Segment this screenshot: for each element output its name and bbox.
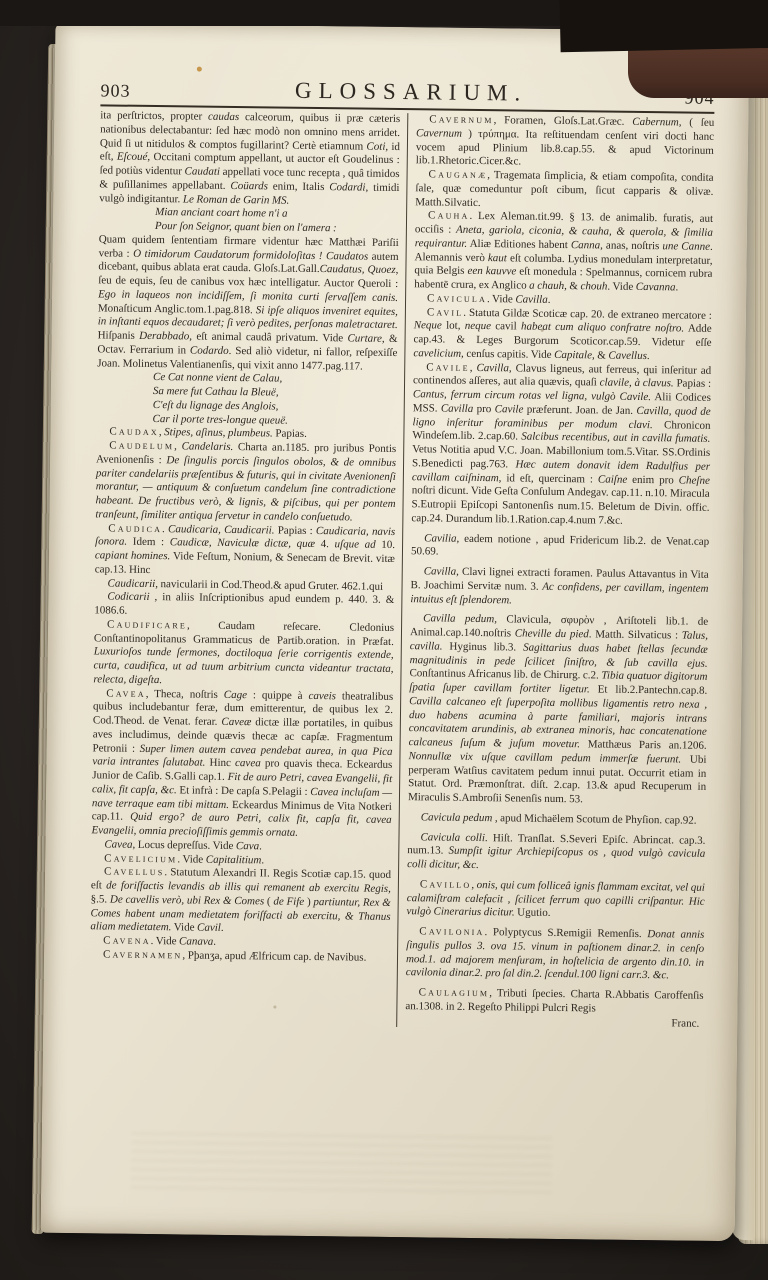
page-content (43, 23, 749, 1032)
text-run: Cavile (494, 402, 524, 416)
show-through-text (131, 1132, 552, 1197)
text-run: Vide (171, 921, 198, 934)
text-run: Caveæ (221, 715, 252, 729)
text-run: . Vide (150, 935, 180, 948)
paragraph (411, 532, 709, 563)
text-run: Cavilia (424, 531, 457, 545)
entry-headword: Caudax (109, 425, 159, 439)
text-run: . Sed aliò videtur, ni fallor, reſpexiſſe Joan. Molinetus Valentianenſis, qui vixit anno 1477.pag.117. (97, 344, 398, 373)
text-run: , id eſt, quercinam : (498, 471, 598, 485)
text-run: Caudati (184, 165, 221, 178)
text-run: Cabernum (632, 115, 679, 129)
text-run: Cavellus (608, 349, 647, 362)
text-run: Donat annis ſingulis pullos 3. ova 15. vinum in paſtionem dinar.2. in cenſo mod.1. ad majorem menſuram, in hoſtelicia de argento din.10. in cavilonia dinar.2. pro ſal din.2. ſcendul.100 ligni carr.3. &c. (405, 928, 705, 982)
glossary-entry (414, 209, 713, 295)
text-run: . (213, 935, 217, 948)
text-run: . (547, 293, 551, 306)
text-run: partiuntur, Rex & Comes habent unam medietatem foriſfacti ab exercitu, & Thanus aliam medietatem. (90, 895, 391, 934)
paragraph (99, 109, 400, 209)
text-run: Luxurioſos tunde ſermones, doctiloqua ſerie corrigentis extende, curta, caudifica, ut ad tuum arbitrium cuncta videantur tractata, relecta, digeſta. (93, 645, 394, 686)
glossary-entry (405, 986, 703, 1017)
text-run: eſt monedula : Spelmannus, cornicem rubra habentē crura, ex Anglico (414, 265, 713, 292)
entry-headword: Caudica (108, 521, 163, 535)
text-run: , Clavi lignei extracti foramen. Paulus Attavantus in Vita B. Joachimi Servitæ num. 3. (410, 565, 709, 593)
text-run: præferunt. Joan. de Jan. (523, 403, 637, 417)
text-run: Cavicula pedum (420, 811, 493, 824)
text-run: noſtri dicunt. Vide Geſta Conſulum Andegav. cap.11. n.10. Miracula S.Eutropii Epiſcopi Santonenſis num.15. Beletum de Divin. offic. cap.24. Durandum lib.1.Ration.cap.4.num 7.&c. (411, 484, 710, 527)
text-run: dictæ illæ portatiles, in quibus aves includimus, deinde quævis thecæ ac capſæ. Fragmentum Petronii : (92, 716, 393, 755)
text-run: , §.5. (90, 882, 391, 906)
text-run: Cavicula colli (420, 830, 486, 844)
text-run: Caudicaria, Caudicarii. (167, 522, 275, 537)
text-run: Hinc (205, 756, 236, 770)
text-run: Ugutio. (514, 906, 551, 920)
text-run: Aliæ Editiones habent (467, 237, 571, 251)
text-run: , Tributi ſpecies. Charta R.Abbatis Caroffenſis an.1308. in 2. Regeſto Philippi Pulcri Regis (405, 987, 704, 1015)
text-run: cavea (235, 757, 261, 770)
glossary-entry (413, 306, 712, 365)
text-run: , apud Michaëlem Scotum de Phyſion. cap.92. (492, 811, 697, 827)
text-run: , cenſus capitis. Vide (460, 347, 555, 361)
text-run: Monaſticum Anglic.tom.1.pag.818. (97, 301, 256, 316)
text-run: , ſeu de equis, ſeu de canibus vox hæc intelligatur. Auctor Queroli : (98, 264, 399, 291)
glossary-entry (93, 618, 394, 690)
text-run: , Pþanʒa, apud Ælfricum cap. de Navibus. (182, 949, 367, 964)
text-run: Sa mere fut Cathau la Bleuë, (152, 385, 279, 399)
text-run: uſque ad (334, 538, 376, 552)
text-run: Neque (413, 319, 442, 332)
text-run: Ac confidens, per cavillam, ingentem intuitus eſt ſplendorem. (410, 580, 709, 606)
text-run: Stipes, aſinus, plumbeus. (164, 426, 273, 440)
text-run: Salcibus recentibus, aut in cavilla fumatis. (521, 430, 711, 446)
text-run: , & Octav. Ferrarium in (97, 332, 398, 357)
text-run: Cantus, ferrum circum rotas vel ligna, vulgò Cavile. (412, 388, 652, 404)
text-run: 4. (314, 538, 335, 551)
text-run: Idem : (127, 535, 170, 549)
text-run: , Foramen, Gloſs.Lat.Græc. (493, 114, 633, 128)
text-run: Cavilla (476, 361, 509, 374)
text-run: Chronicon Windeſem.lib. 2.cap.60. (412, 418, 711, 443)
text-run: Capitale (554, 348, 593, 362)
text-run: Caudicaria, navis ſonora. (95, 524, 396, 548)
glossary-entry (90, 866, 391, 938)
entry-headword: Cavelicium (104, 851, 178, 865)
text-run: Papias : (274, 524, 316, 537)
text-run: pro quavis theca. Eckeardus Junior de Caſib. S.Galli cap.1. (92, 757, 393, 783)
text-run: Eſcoué (116, 150, 148, 164)
text-run: Hæc autem donavit idem Radulfius per cavillam caiſninam (411, 458, 711, 484)
text-run: autem dicebant, quibus ablata erat cauda. Gloſs.Lat.Gall. (98, 250, 399, 276)
text-run: , (174, 440, 182, 453)
running-title: GLOSSARIUM. (294, 77, 528, 106)
text-run: Cavea (104, 838, 133, 851)
text-run: , Clavus ligneus, aut ferreus, qui inſeritur ad continendos aſſeres, aut alia quævis, quaſi (413, 361, 712, 389)
column-left (89, 109, 407, 1027)
camera-shadow-object (559, 0, 768, 52)
page-number-left: 903 (100, 80, 131, 101)
text-run: , (158, 426, 165, 439)
text-run: Curtare (347, 332, 383, 345)
text-run: Cheſne (678, 473, 710, 487)
paragraph (408, 612, 708, 808)
text-run: , Occitani comptum appellant, ut auctor eſt Goudelinus : ſed potiùs videntur (99, 151, 400, 178)
text-run: eſt columba. Lydius monedulam interpretatur, quia Belgis (414, 251, 713, 278)
text-run: . Lex Aleman.tit.99. § 13. de animalib. furatis, aut occiſis : (414, 210, 714, 236)
glossary-entry (406, 878, 704, 923)
text-run: Ce Cat nonne vient de Calau, (153, 371, 283, 385)
text-run: Vetus Notitia apud V.C. Joan. Mabillonium tom.5.Vitar. SS.Ordinis S.Benedicti pag.763. (411, 443, 711, 471)
text-run: Vide Feſtum, Nonium, & Senecam de Brevit. vitæ cap.13. Hinc (94, 550, 395, 576)
text-run: Caudatus, Quoez (319, 263, 396, 277)
glossary-entry (90, 948, 390, 965)
entry-headword: Caulagium (418, 986, 490, 1000)
entry-headword: Cauha (428, 209, 470, 223)
text-run: ) (304, 895, 314, 908)
catchword: Franc. (671, 1016, 700, 1030)
text-run: Cavanna (635, 280, 676, 294)
text-run: Matthæus Paris an.1206. (579, 738, 707, 752)
text-run: Codicarii (107, 590, 150, 604)
text-run: de foriſfactis levandis ab illis qui remanent ab exercitu Regis (106, 879, 389, 895)
text-run: Caiſne (597, 472, 628, 486)
entry-headword: Cavillo (419, 878, 472, 891)
text-run: Alii Codices MSS. (412, 391, 711, 415)
text-run: . Polyptycus S.Remigii Remenſis. (484, 926, 648, 941)
text-run: Canna (570, 238, 601, 252)
column-right (396, 113, 714, 1031)
text-run: Cavernum (416, 126, 462, 140)
text-run: Tibia quatuor digitorum ſpatia ſuper cavillam fortiter ligetur. (409, 669, 708, 696)
glossary-entry (91, 687, 393, 842)
glossary-entry (415, 168, 713, 213)
text-run: Coüards (230, 179, 268, 193)
paragraph (97, 233, 399, 374)
text-run: cavelicium (413, 346, 462, 360)
text-run: . (162, 522, 169, 535)
entry-headword: Cavena (103, 934, 151, 948)
text-run: De cavellis verò, ubi Rex & Comes (109, 893, 265, 908)
text-run: Mian anciant coart home n'i a (155, 206, 288, 220)
text-run: Cavilla (423, 565, 457, 578)
text-run: Cage (223, 688, 248, 701)
text-run: Cavilla, quod de ligno inſeritur foraminibus per modum clavi. (412, 404, 711, 431)
text-run: Adde cap.43. & Leges Burgorum Scoticor.cap.59. Videtur eſſe (413, 322, 712, 349)
text-run: Super limen autem cavea pendebat aurea, in qua Pica varia intrantes ſalutabat. (92, 742, 393, 769)
paragraph (407, 831, 705, 876)
entry-headword: Cavile (426, 360, 470, 374)
text-run: Cavea incluſam — nave terraque eam tibi mittam. (91, 785, 393, 811)
text-run: , eadem notione , apud Fridericum lib.2. de Venat.cap 50.69. (410, 532, 710, 558)
text-run: Candelaris. (181, 440, 234, 454)
glossary-entry (95, 439, 396, 525)
text-run: ( (264, 895, 274, 908)
entry-headword: Cavicula (427, 292, 488, 305)
entry-headword: Cavea (106, 686, 146, 700)
text-run: theatralibus quibus includebantur feræ, dum emitterentur, de quibus lex 2. Cod.Theod. de Venat. ferar. (92, 689, 394, 728)
text-run: Caudicarii (107, 576, 156, 590)
text-run: , navicularii in Cod.Theod.& apud Gruter. 462.1.qui (155, 577, 384, 593)
text-run: Codardo (189, 344, 229, 357)
paragraph (408, 811, 706, 828)
text-run: caveis (308, 689, 337, 702)
entry-headword: Cauganæ (428, 168, 488, 182)
text-run: Quam quidem ſententiam firmare videntur hæc Matthæi Pariſii verba : (98, 233, 399, 260)
text-run: Si ipſe aliquos inveniret equites, in inſtanti equos decaudaret; ſi verò pedites, perſonas maletractaret. (97, 303, 398, 332)
text-run: , Tragemata ſimplicia, & etiam compoſita, condita ſale, quæ comeduntur poſt cibum, ſicut capparis & olivæ. Matth.Silvatic. (415, 169, 714, 209)
text-run: Le Roman de Garin MS. (182, 192, 290, 207)
text-run: . (220, 922, 224, 935)
text-run: pro (473, 402, 495, 415)
text-run: clavile, à clavus. (599, 376, 674, 390)
text-run: Et lib.2.Pantechn.cap.8. (589, 683, 708, 697)
text-run: ita perſtrictos, propter (100, 109, 209, 123)
text-run: : quippe à (246, 688, 309, 702)
text-run: 10. (375, 539, 396, 552)
text-run: Cheville du pied (514, 627, 589, 641)
text-run: ) τρύπημα. Ita reſtituendam cenſent viri docti hanc vocem apud Plinium lib.8.cap.55. & apud Victorinum lib.1.Rhetoric.Cicer.&c. (415, 127, 715, 168)
text-run: , anas, noſtris (600, 239, 663, 252)
text-run: Talus, cavilla. (409, 629, 709, 653)
text-run: Cavilla (440, 402, 474, 415)
text-run: kaut (487, 251, 507, 264)
text-run: , & (591, 349, 609, 362)
text-run: Ego in laqueos non incidiſſem, ſi monita curti ſervaſſem canis. (98, 288, 399, 304)
text-run: Quid ergo? de auro Petri, calix fit, capſa fit, cavea Evangelii, omnia precioſiſſimis gemmis ornata. (91, 811, 392, 839)
text-run: , (469, 361, 477, 374)
text-run: Ubi perperam Watſius cavitatem pedum innui putat. Occurrit etiam in Statut. Ord. Præmonſtrat. diſt. 2.cap. 13.& apud Recuperum in Miraculis S.Ambroſii Senenſis num. 53. (407, 753, 707, 806)
text-run: Derabbado (139, 329, 190, 343)
text-run: une Canne (662, 239, 711, 253)
page-header (100, 75, 714, 113)
text-run: calceorum, quibus ii præ cæteris nationibus delectabantur: ſed hæc modò non omnino mens arridet. Quid ſi ut nitidulos & comptos fugillarint? Certè etiamnum (99, 111, 401, 153)
text-run: enim pro (627, 473, 679, 486)
text-run: , ( ſeu (678, 116, 715, 129)
text-run: Cavilla (515, 293, 548, 306)
text-run: , (471, 878, 477, 891)
book-page (41, 23, 750, 1241)
text-run: caudas (207, 110, 240, 124)
text-run: Car il porte tres-longue queuë. (152, 412, 289, 427)
text-run: neque (464, 320, 492, 333)
text-run: . (646, 349, 650, 362)
text-run: , Locus depreſſus. Vide (132, 838, 236, 852)
text-columns (89, 109, 714, 1031)
text-run: . Statuta Gildæ Scoticæ cap. 20. de extraneo mercatore : (463, 306, 712, 322)
text-run: Et infrà : De capſa S.Pelagii : (176, 784, 311, 798)
text-run: Canava (179, 935, 214, 948)
text-run: onis, qui cum folliceâ ignis flammam excitat, vel qui calamiſtram calefacit , ſcilicet ferrum quo capilli criſpantur. Hic vulgò Cinerarius dicitur. (406, 878, 705, 919)
text-run: , id eſt, (99, 140, 401, 163)
text-run: Hyginus lib.3. (442, 640, 524, 654)
text-run: , in aliis Inſcriptionibus apud eundem p. 440. 3. & 1086.6. (94, 591, 395, 617)
glossary-entry (416, 113, 715, 172)
text-run: . (675, 281, 679, 294)
text-run: . Vide (486, 292, 516, 306)
text-run: Papias : (673, 377, 712, 391)
glossary-entry (95, 522, 396, 581)
text-run: , eſt animal caudâ privatum. Vide (189, 330, 348, 345)
text-run: Papias. (272, 427, 307, 441)
text-run: . Vide (177, 852, 206, 866)
text-run: . Statutum Alexandri II. Regis Scotiæ cap.15. quod eſt (90, 866, 392, 892)
text-run: . Vide (607, 280, 636, 293)
text-run: . Alemannis verò (414, 240, 713, 264)
text-run: Sumpſit igitur Archiepiſcopus os , quod vulgò cavicula colli dicitur, &c. (407, 844, 706, 872)
entry-headword: Cavernum (429, 113, 494, 127)
glossary-entry (411, 361, 711, 530)
paragraph (410, 565, 708, 610)
text-run: , Theca, noſtris (145, 687, 224, 701)
entry-headword: Caudificare (107, 618, 188, 632)
text-run: C'eſt du lignage des Anglois, (152, 398, 279, 413)
text-run: Fit de auro Petri, cavea Evangelii, fit calix, fit capſa, &c. (91, 770, 393, 797)
text-run: capiant homines. (94, 549, 171, 563)
text-run: chouh (580, 280, 608, 293)
text-run: . Matth. Silvaticus : (588, 628, 682, 642)
text-run: cavil (490, 320, 522, 333)
text-run: Cavilla pedum (423, 612, 495, 626)
text-run: Cavil (196, 921, 221, 935)
text-run: Charta an.1185. pro juribus Pontis Avenionenſis : (96, 441, 397, 466)
text-run: Aneta, gariola, ciconia, & cauha, & querola, & ſimilia requirantur. (414, 223, 713, 250)
text-run: . (259, 840, 262, 853)
text-run: Pour ſon Seignor, quant bien on l'amera : (154, 220, 337, 235)
text-run: Cava (235, 839, 260, 853)
text-run: Sagittarius duas habet ſtellas ſecundæ magnitudinis in pede ſcilicet ſiniſtro, & ſub cavilla ejus. (409, 641, 708, 670)
text-run: , timidi vulgò indigitantur. (99, 181, 400, 205)
text-run: Cavilla calcaneo eſt ſuperpoſita mollibus ligamentis retro nexa , duo habens acumina à parte familiari, majoris intrans concavitatem arundinis, ab extranea minoris, hac concatenatione calcaneus ſuſum & juſum movetur. (408, 694, 708, 751)
entry-headword: Cavernamen (102, 948, 183, 962)
entry-headword: Caudelum (109, 439, 175, 453)
text-run: De ſingulis porcis ſingulos obolos, & de omnibus pariter candelariis præſentibus & futuris, qui in civitate Avenionenſi morantur, — antiquum & conſuetum candelum ſine contradictione habeant. De fructibus verò, & lignis, & piſcibus, qui per pontem tranſeunt, ſimiliter antiqua ſervetur in candelo conſuetudo. (95, 453, 397, 524)
text-run: Eckeardus Minimus de Vita Notkeri cap.11. (91, 798, 392, 824)
text-run: Conſtantinus Africanus lib. de Chirurg. c.2. (409, 667, 602, 682)
text-run: Codardi (329, 180, 366, 194)
text-run: Nonnullæ vix uſque cavillam pedum immerſæ fuerunt. (408, 749, 682, 766)
text-run: enim, Italis (267, 180, 330, 193)
text-run: . Hiſt. Tranſlat. S.Severi Epiſc. Abrincat. cap.3. num.13. (407, 831, 706, 857)
text-run: appellati voce tunc recepta , quâ timidos & puſillanimes appellabant. (99, 165, 400, 192)
entry-headword: Cavellus (103, 865, 165, 879)
text-run: een kauvve (467, 265, 517, 278)
text-run: habeat cum aliquo confratre noſtro. (520, 320, 685, 335)
text-run: de Fife (273, 895, 305, 908)
text-run: Capitalitium (205, 853, 262, 866)
text-run: Coti (366, 140, 386, 153)
text-run: . (261, 853, 265, 866)
text-run: Hiſpanis (97, 329, 140, 342)
glossary-entry (406, 925, 705, 984)
text-run: , Caudam reſecare. Cledonius Conſtantinopolitanus Grammaticus de Partib.oration. in Præfat. (93, 619, 395, 648)
text-run: Caudicæ, Naviculæ dictæ, quæ (169, 536, 316, 551)
text-run: O timidorum Caudatorum formidoloſitas ! Caudatos (133, 247, 369, 263)
text-run: a chauh (529, 279, 565, 293)
entry-headword: Cavil (426, 305, 464, 319)
paragraph (94, 591, 394, 622)
text-run: , & (564, 280, 581, 293)
entry-headword: Cavilonia (419, 925, 485, 939)
text-run: , Clavicula, σφυρὸν , Ariſtoteli lib.1. de Animal.cap.140.noſtris (409, 613, 709, 640)
text-run: lot, (441, 319, 465, 333)
